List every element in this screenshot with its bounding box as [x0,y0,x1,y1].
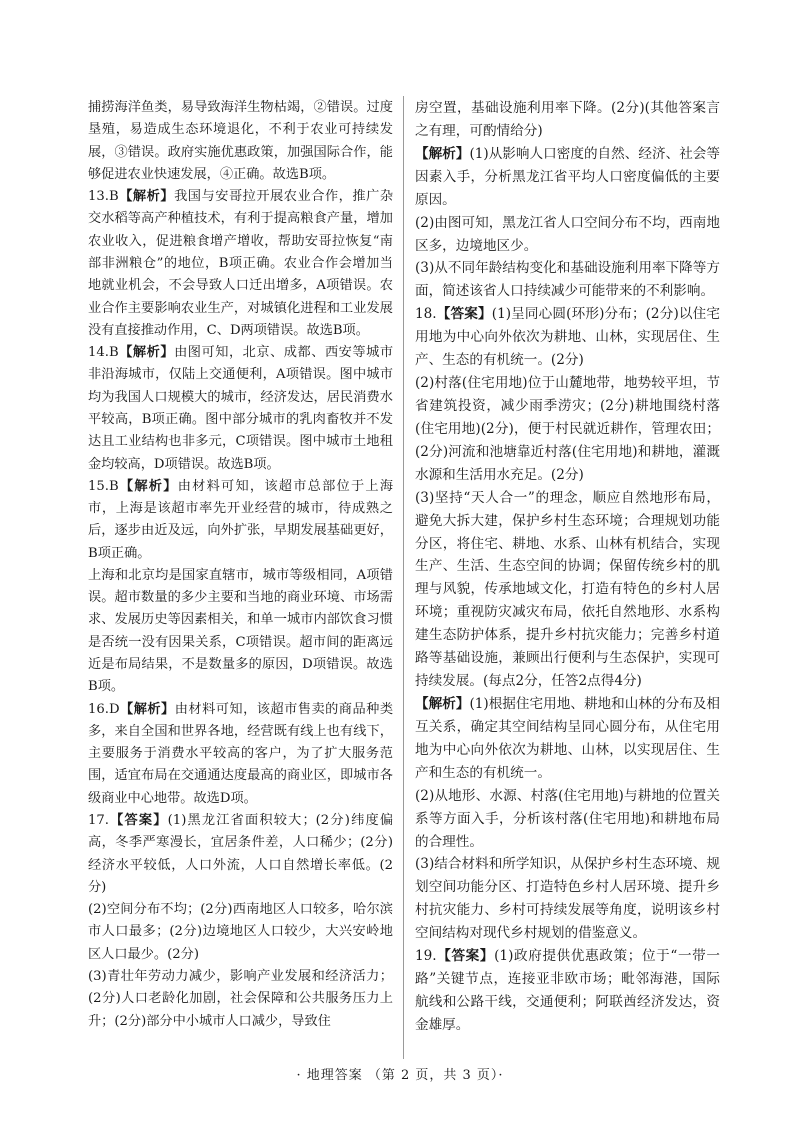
q16-analysis-tag: 【解析】 [119,701,175,717]
q17-analysis-tag: 【解析】 [415,145,470,162]
q19-answer [415,945,720,1037]
q17-explanation-2: (2)由图可知，黑龙江省人口空间分布不均，西南地区多，边境地区少。 [415,214,720,254]
q16-head: 16.D [88,701,120,717]
left-column [88,97,393,1033]
q14-answer [88,342,393,476]
q18-answer-2: (2)村落(住宅用地)位于山麓地带，地势较平坦，节省建筑投资，减少雨季涝灾；(2分)耕地围绕村落(住宅用地)(2分)，便于村民就近耕作，管理农田；(2分)河流和池塘靠近村落(住宅用地)和耕地，灌溉水源和生活用水充足。(2分) [415,375,720,483]
q18-explanation-2: (2)从地形、水源、村落(住宅用地)与耕地的位置关系等方面入手，分析该村落(住宅用地)和耕地布局的合理性。 [415,787,720,850]
q15-answer [88,476,393,699]
q13-analysis-tag: 【解析】 [118,189,175,205]
q17-answer-1: (1)黑龙江省面积较大；(2分)纬度偏高，冬季严寒漫长，宜居条件差，人口稀少；(2分)经济水平较低，人口外流，人口自然增长率低。(2分) [88,813,394,895]
q17-answer [88,810,393,899]
column-divider [403,96,404,1059]
q17-explanation-3: (3)从不同年龄结构变化和基础设施利用率下降等方面，简述该省人口持续减少可能带来的不利影响。 [415,260,720,300]
q15-text-1: 由材料可知，该超市总部位于上海市，上海是该超市率先开业经营的城市，待成熟之后，逐步由近及远，向外扩张，早期发展基础更好，B项正确。 [88,478,394,561]
q19-head: 19. [415,948,437,965]
q17-answer-2: (2)空间分布不均；(2分)西南地区人口较多，哈尔滨市人口最多；(2分)边境地区人口较少，大兴安岭地区人口最少。(2分) [88,902,393,962]
q13-text: 我国与安哥拉开展农业合作，推广杂交水稻等高产种植技术，有利于提高粮食产量，增加农业收入，促进粮食增产增收，帮助安哥拉恢复“南部非洲粮仓”的地位，B项正确。农业合作会增加当地就业机会，不会导致人口迁出增多，A项错误。农业合作主要影响农业生产，对城镇化进程和工业发展没有直接推动作用，C、D两项错误。故选B项。 [88,189,394,338]
q17-answer-3: (3)青壮年劳动力减少，影响产业发展和经济活力；(2分)人口老龄化加剧，社会保障和公共服务压力上升；(2分)部分中小城市人口减少，导致住 [88,968,393,1029]
q13-head: 13.B [88,189,119,205]
q18-answer [415,303,720,372]
q15-analysis-tag: 【解析】 [118,478,178,494]
q17-explanation-1-text: (1)从影响人口密度的自然、经济、社会等因素入手，分析黑龙江省平均人口密度偏低的主要原因。 [415,145,721,208]
q14-head: 14.B [88,345,119,361]
page-footer: · 地理答案 （第 2 页，共 3 页）· [296,1068,504,1083]
q15-head: 15.B [88,478,119,494]
q14-text: 由图可知，北京、成都、西安等城市非沿海城市，仅陆上交通便利，A项错误。图中城市均为我国人口规模大的城市，经济发达，居民消费水平较高，B项正确。图中部分城市的乳肉畜牧并不发达且工业结构也非多元，C项错误。图中城市土地租金均较高，D项错误。故选B项。 [88,345,394,472]
q17-explanation-1 [415,143,720,212]
q14-analysis-tag: 【解析】 [118,345,175,361]
q16-answer [88,699,393,810]
q19-answer-1: (1)政府提供优惠政策；位于“一带一路”关键节点，连接亚非欧市场；毗邻海港，国际航线和公路干线，交通便利；阿联酋经济发达，资金雄厚。 [415,948,720,1033]
q18-answer-tag: 【答案】 [436,306,492,323]
q18-analysis-tag: 【解析】 [415,695,470,712]
q19-answer-tag: 【答案】 [436,948,495,965]
right-column [415,97,720,1037]
q17-continuation: 房空置，基础设施利用率下降。(2分)(其他答案言之有理，可酌情给分) [415,100,720,139]
q17-head: 17. [88,813,109,828]
q15-text-2: 上海和北京均是国家直辖市，城市等级相同，A项错误。超市数量的多少主要和当地的商业环境、市场需求、发展历史等因素相关，和单一城市内部饮食习惯是否统一没有因果关系，C项错误。超市间的距离远近是布局结果，不是数量多的原因，D项错误。故选B项。 [88,567,393,695]
q16-text: 由材料可知，该超市售卖的商品种类多，来自全国和世界各地，经营既有线上也有线下，主要服务于消费水平较高的客户，为了扩大服务范围，适宜布局在交通通达度最高的商业区，即城市各级商业中心地带。故选D项。 [88,701,394,806]
q13-answer [88,186,393,342]
q18-answer-3: (3)坚持“天人合一”的理念，顺应自然地形布局，避免大拆大建，保护乡村生态环境；合理规划功能分区，将住宅、耕地、水系、山林有机结合，实现生产、生活、生态空间的协调；保留传统乡村的肌理与风貌，传承地域文化，打造有特色的乡村人居环境；重视防灾减灾布局，依托自然地形、水系构建生态防护体系，提升乡村抗灾能力；完善乡村道路等基础设施，兼顾出行便利与生态保护，实现可持续发展。(每点2分，任答2点得4分) [415,489,720,690]
q18-head: 18. [415,306,437,323]
q18-answer-1: (1)呈同心圆(环形)分布；(2分)以住宅用地为中心向外依次为耕地、山林，实现居住、生产、生态的有机统一。(2分) [415,306,721,369]
q18-explanation-1 [415,693,720,785]
q12-continuation: 捕捞海洋鱼类，易导致海洋生物枯竭，②错误。过度垦殖，易造成生态环境退化，不利于农业可持续发展，③错误。政府实施优惠政策，加强国际合作，能够促进农业快速发展，④正确。故选B项。 [88,100,393,182]
q18-explanation-1-text: (1)根据住宅用地、耕地和山林的分布及相互关系，确定其空间结构呈同心圆分布，从住宅用地为中心向外依次为耕地、山林，以实现居住、生产和生态的有机统一。 [415,695,721,781]
q17-answer-tag: 【答案】 [108,813,168,828]
q18-explanation-3: (3)结合材料和所学知识，从保护乡村生态环境、规划空间功能分区、打造特色乡村人居环境、提升乡村抗灾能力、乡村可持续发展等角度，说明该乡村空间结构对现代乡村规划的借鉴意义。 [415,856,720,942]
